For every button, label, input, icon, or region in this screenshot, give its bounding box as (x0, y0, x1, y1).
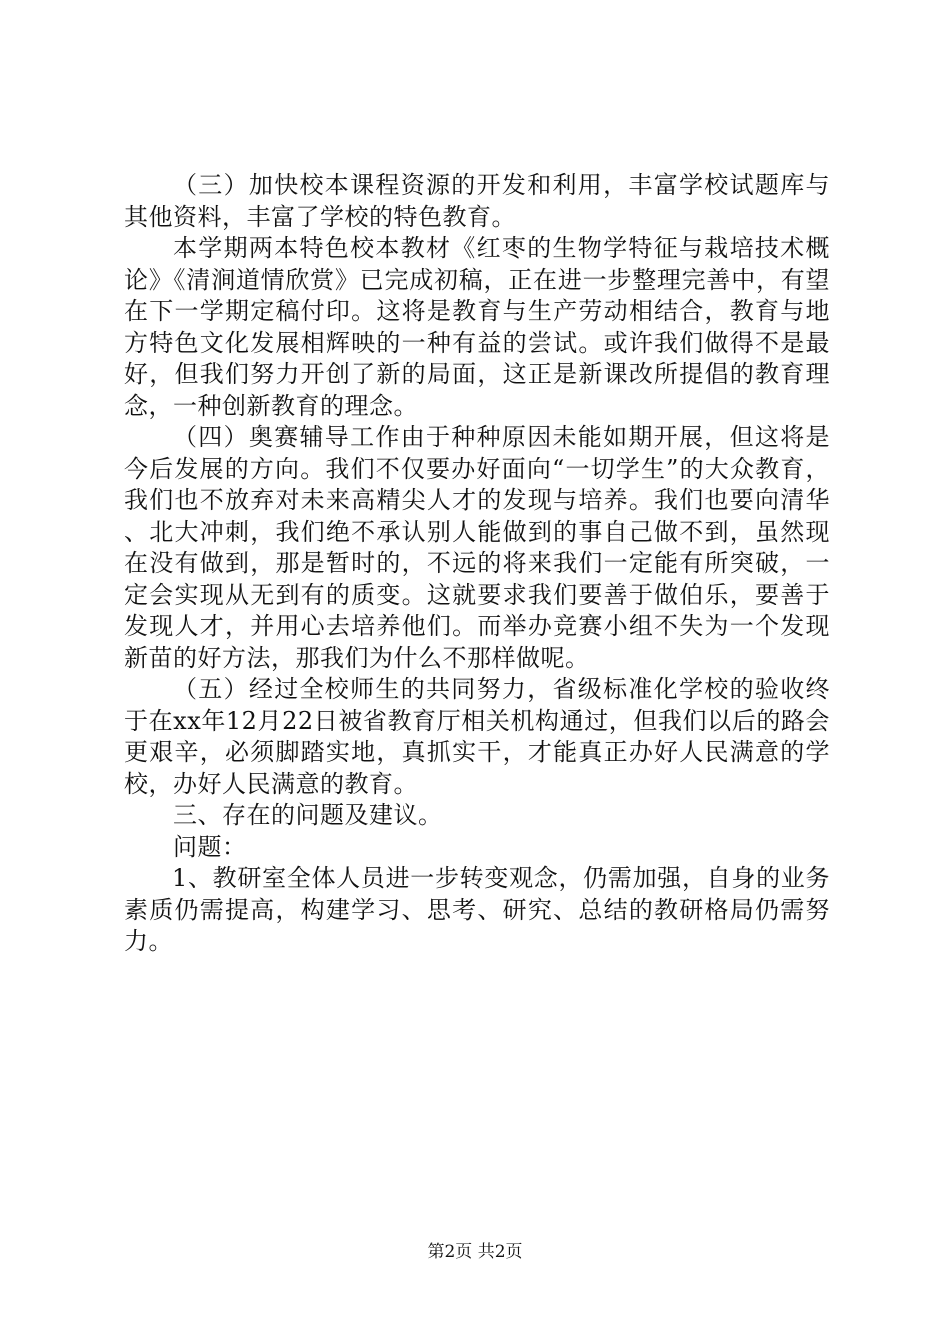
document-body (124, 170, 830, 958)
label-problems: 问题： (173, 832, 247, 861)
paragraph-textbooks: 本学期两本特色校本教材《红枣的生物学特征与栽培技术概论》《清涧道情欣赏》已完成初稿，正在进一步整理完善中，有望在下一学期定稿付印。这将是教育与生产劳动相结合，教育与地方特色文化发展相辉映的一种有益的尝试。或许我们做得不是最好，但我们努力开创了新的局面，这正是新课改所提倡的教育理念，一种创新教育的理念。 (124, 234, 830, 420)
page-footer: 第2页 共2页 (427, 1242, 523, 1262)
paragraph-section-5: （五）经过全校师生的共同努力，省级标准化学校的验收终于在xx年12月22日被省教育厅相关机构通过，但我们以后的路会更艰辛，必须脚踏实地，真抓实干，才能真正办好人民满意的学校，办好人民满意的教育。 (124, 675, 830, 798)
paragraph-problem-1: 1、教研室全体人员进一步转变观念，仍需加强，自身的业务素质仍需提高，构建学习、思考、研究、总结的教研格局仍需努力。 (124, 864, 830, 955)
paragraph-section-3: （三）加快校本课程资源的开发和利用，丰富学校试题库与其他资料，丰富了学校的特色教育。 (124, 171, 830, 231)
paragraph-section-4: （四）奥赛辅导工作由于种种原因未能如期开展，但这将是今后发展的方向。我们不仅要办好面向“一切学生”的大众教育，我们也不放弃对未来高精尖人才的发现与培养。我们也要向清华、北大冲刺，我们绝不承认别人能做到的事自己做不到，虽然现在没有做到，那是暂时的，不远的将来我们一定能有所突破，一定会实现从无到有的质变。这就要求我们要善于做伯乐，要善于发现人才，并用心去培养他们。而举办竞赛小组不失为一个发现新苗的好方法，那我们为什么不那样做呢。 (124, 423, 830, 672)
heading-problems-and-suggestions: 三、存在的问题及建议。 (173, 801, 443, 829)
